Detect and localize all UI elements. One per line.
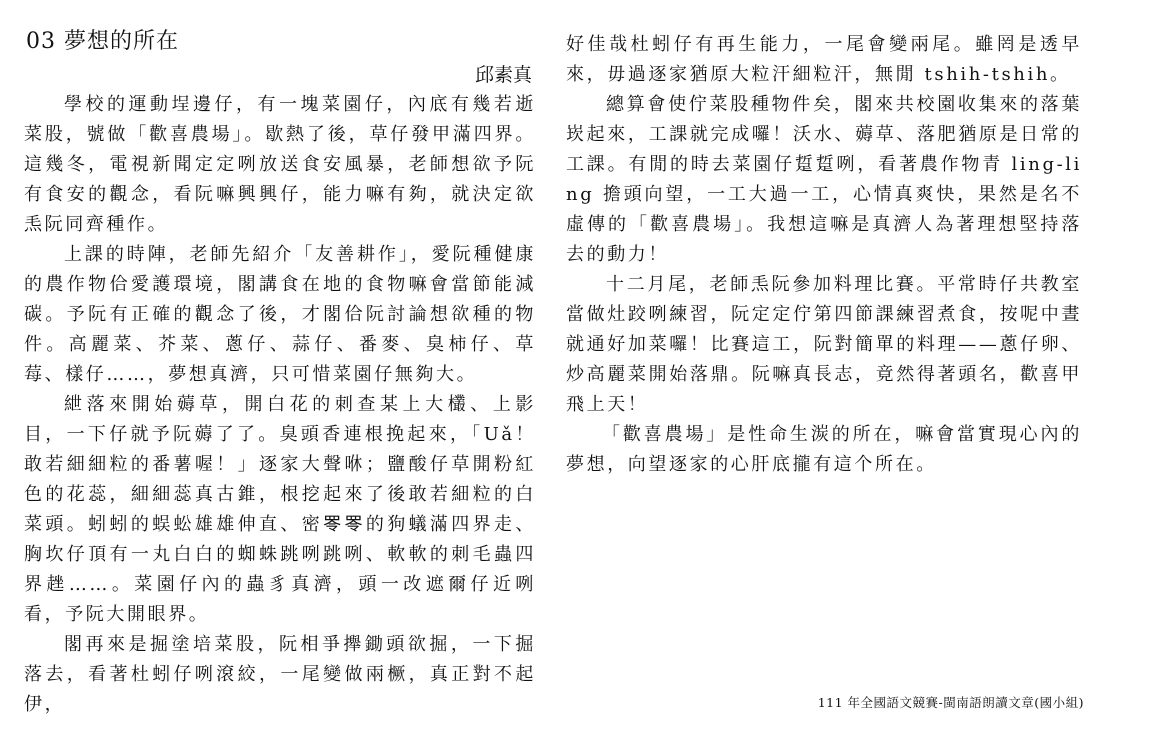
author-name: 邱素真 — [474, 64, 532, 86]
paragraph-6: 十二月尾，老師𤆬阮參加料理比賽。平常時仔共教室當做灶跤咧練習，阮定定佇第四節課練習煮食，按呢中晝就通好加菜囉！比賽這工，阮對簡單的料理——蔥仔卵、炒高麗菜開始落鼎。阮嘛真長志，竟然得著頭名，歡喜甲飛上天！ — [566, 274, 1082, 415]
paragraph-2: 上課的時陣，老師先紹介「友善耕作」，愛阮種健康的農作物佮愛護環境，閣講食在地的食物嘛會當節能減碳。予阮有正確的觀念了後，才閣佮阮討論想欲種的物件。高麗菜、芥菜、蔥仔、蒜仔、番麥、臭柿仔、草莓、樣仔……，夢想真濟，只可惜菜園仔無夠大。 — [24, 244, 536, 385]
paragraph-3: 紲落來開始薅草，開白花的刺查某上大欉、上影目，一下仔就予阮薅了了。臭頭香連根挽起來，「Uǎ！敢若細細粒的番薯喔！」逐家大聲咻；鹽酸仔草開粉紅色的花蕊，細細蕊真古錐，根挖起來了後敢若細粒的白菜頭。蚓蚓的蜈蚣雄雄伸直、密𦊓𦊓的狗蟻滿四界走、胸坎仔頂有一丸白白的蜘蛛跳咧跳咧、軟軟的刺毛蟲四界趖……。菜園仔內的蟲豸真濟，頭一改遮爾仔近咧看，予阮大開眼界。 — [24, 394, 536, 625]
article-title: 03 夢想的所在 — [26, 29, 179, 54]
paragraph-5: 總算會使佇菜股種物件矣，閣來共校園收集來的落葉崁起來，工課就完成囉！沃水、薅草、落肥猶原是日常的工課。有閒的時去菜園仔踅踅咧，看著農作物青 ling-ling 擔頭向望，一工大過一工，心情真爽快，果然是名不虛傳的「歡喜農場」。我想這嘛是真濟人為著理想堅持落去的動力！ — [566, 94, 1082, 265]
paragraph-4-continued: 好佳哉杜蚓仔有再生能力，一尾會變兩尾。雖罔是透早來，毋過逐家猶原大粒汗細粒汗，無閒 tshih-tshih。 — [566, 34, 1082, 85]
paragraph-1: 學校的運動埕邊仔，有一塊菜園仔，內底有幾若逝菜股，號做「歡喜農場」。歇熱了後，草仔發甲滿四界。這幾冬，電視新聞定定咧放送食安風暴，老師想欲予阮有食安的觀念，看阮嘛興興仔，能力嘛有夠，就決定欲𤆬阮同齊種作。 — [24, 94, 536, 235]
paragraph-4: 閣再來是掘塗培菜股，阮相爭攑鋤頭欲掘，一下掘落去，看著杜蚓仔咧滾絞，一尾變做兩橛，真正對不起伊， — [24, 634, 536, 715]
left-text-column — [24, 90, 536, 720]
page-footer: 111 年全國語文競賽-閩南語朗讀文章(國小組) — [817, 695, 1084, 710]
right-text-column — [566, 30, 1082, 480]
paragraph-7: 「歡喜農場」是性命生湠的所在，嘛會當實現心內的夢想，向望逐家的心肝底攏有這个所在。 — [566, 424, 1082, 475]
